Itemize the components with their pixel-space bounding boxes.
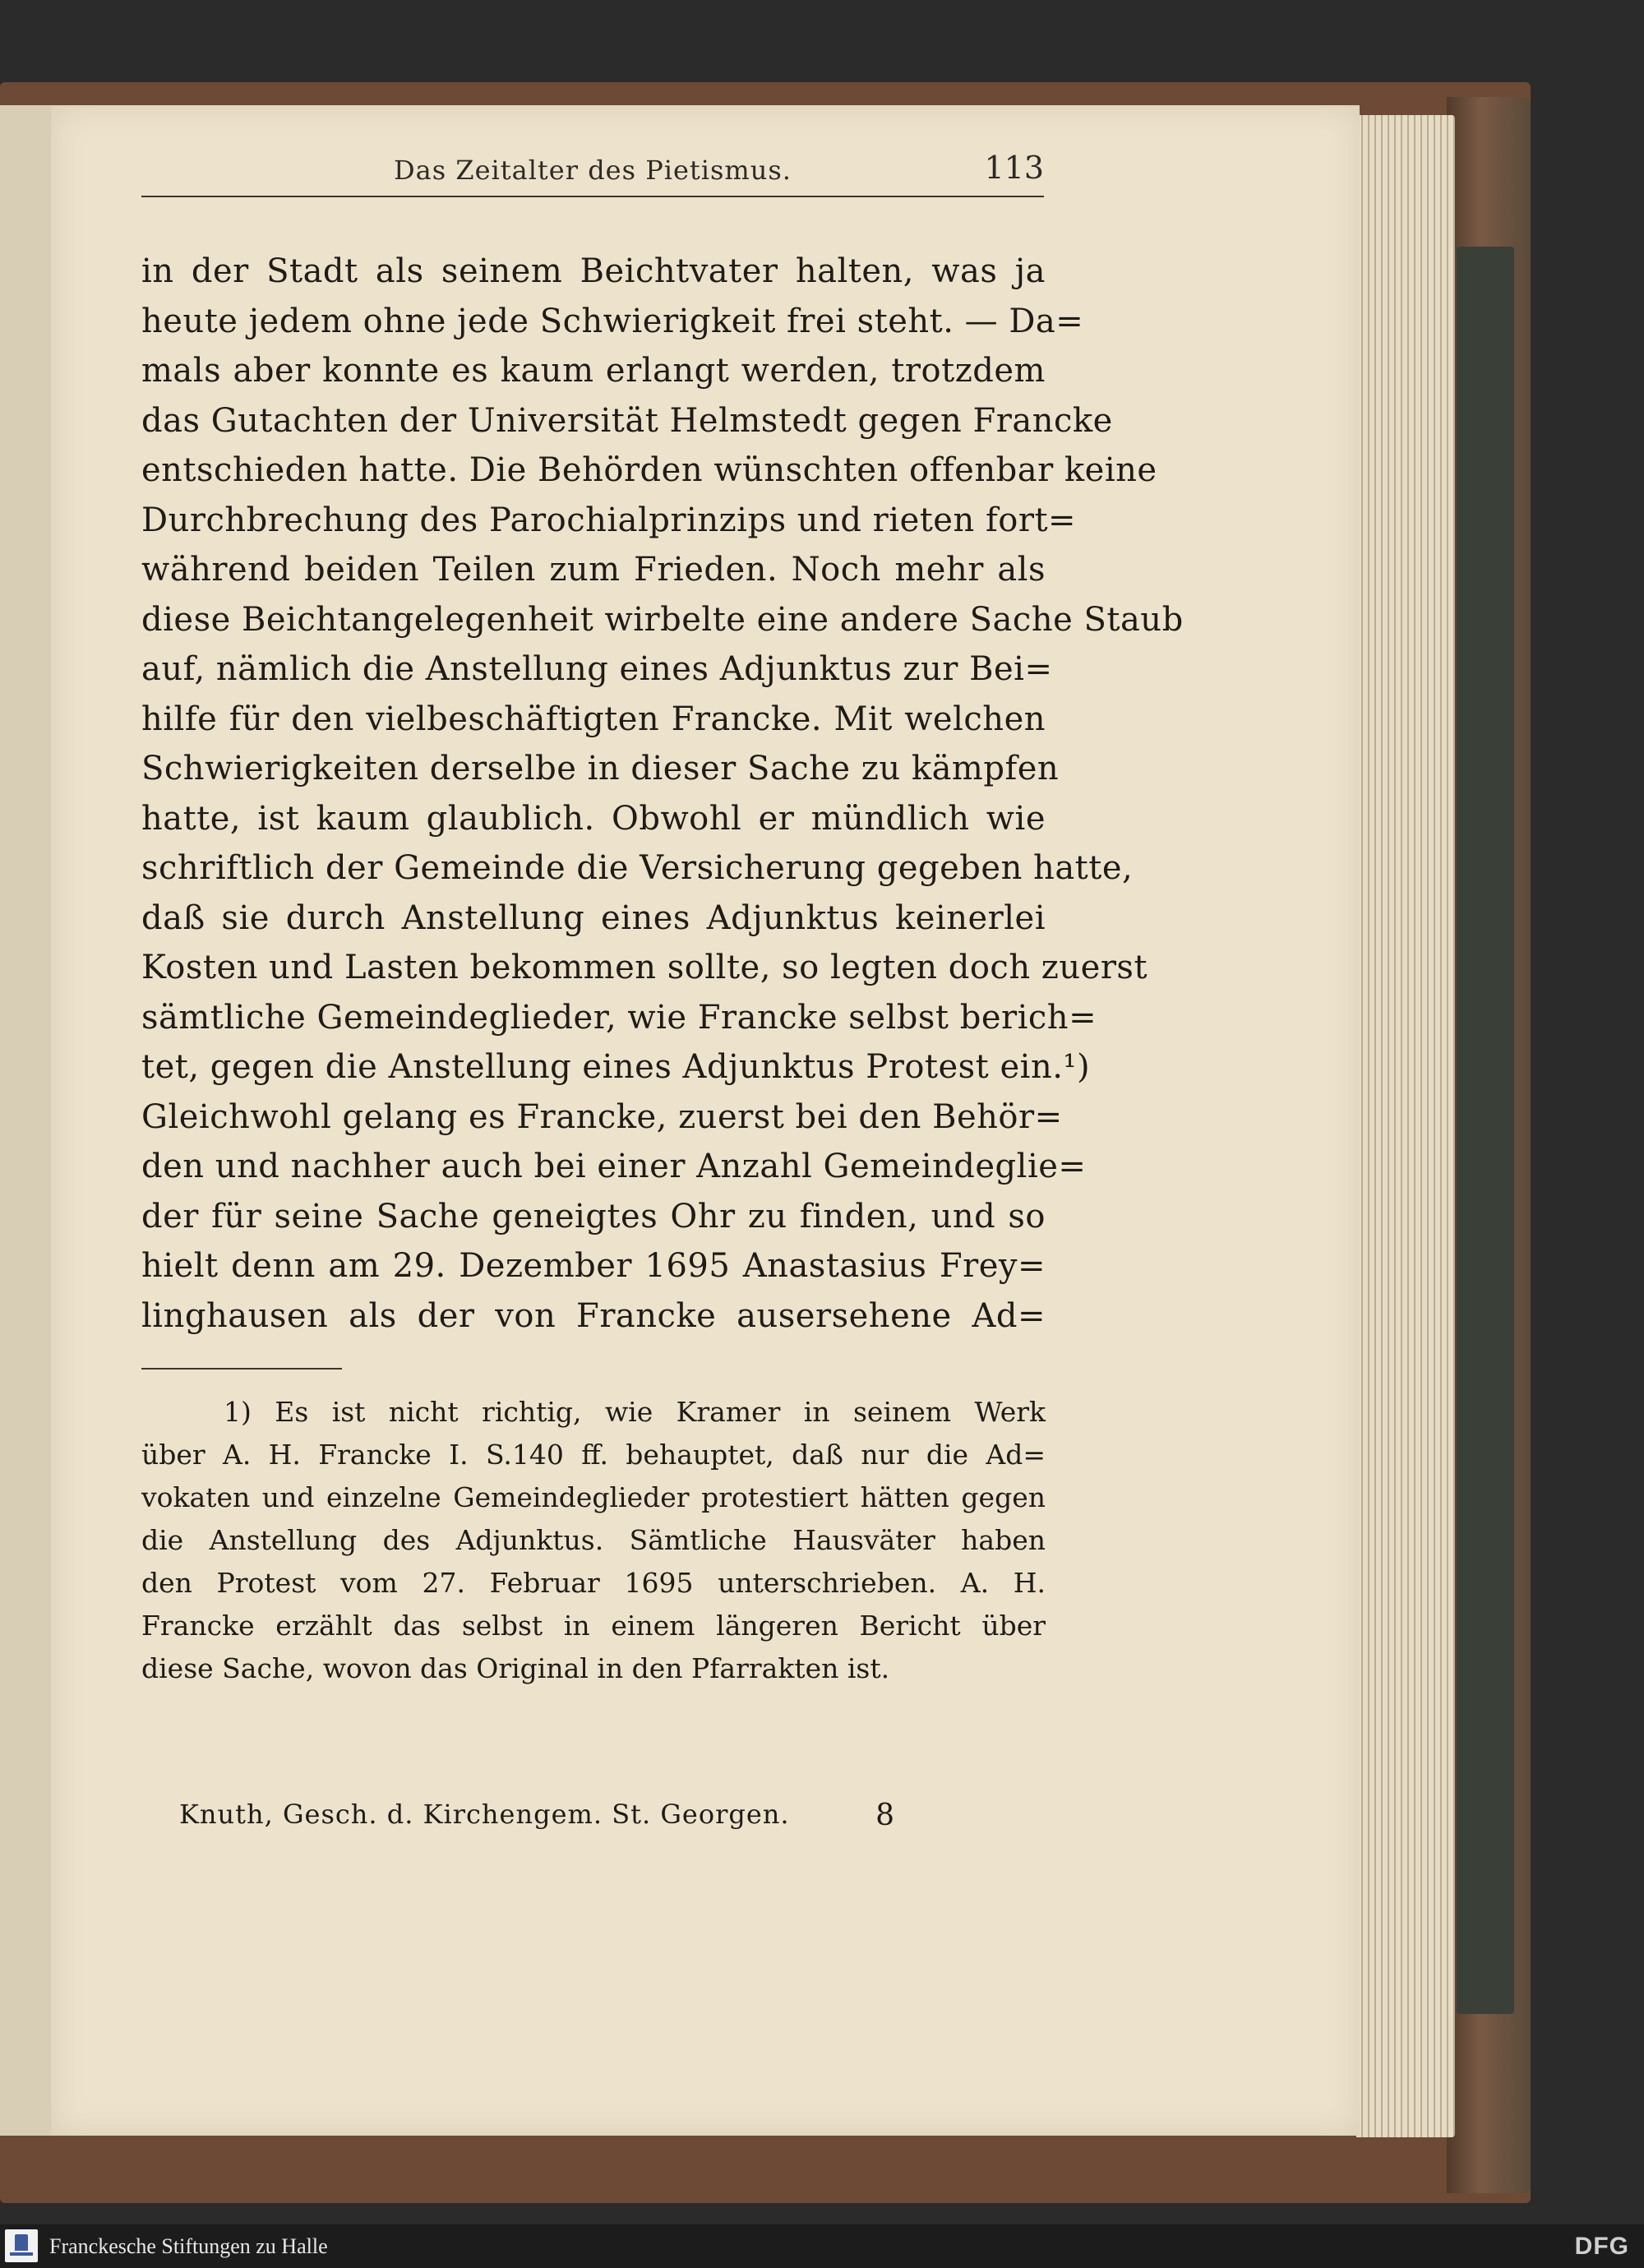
body-line: Kosten und Lasten bekommen sollte, so legten doch zuerst	[141, 949, 1148, 986]
body-line: schriftlich der Gemeinde die Versicherung gegeben hatte,	[141, 849, 1134, 887]
footnote	[141, 1391, 1046, 1690]
body-line: daß sie durch Anstellung eines Adjunktus keinerlei	[141, 898, 1046, 937]
body-line: hielt denn am 29. Dezember 1695 Anastasius Frey=	[141, 1247, 1046, 1285]
body-line: den und nachher auch bei einer Anzahl Gemeindeglie=	[141, 1148, 1087, 1185]
body-line: das Gutachten der Universität Helmstedt gegen Francke	[141, 401, 1113, 440]
body-line: linghausen als der von Francke ausersehene Ad=	[141, 1296, 1046, 1335]
signature-number: 8	[875, 1799, 894, 1832]
body-line: während beiden Teilen zum Frieden. Noch mehr als	[141, 551, 1046, 589]
footnote-line: den Protest vom 27. Februar 1695 unterschrieben. A. H.	[141, 1567, 1046, 1599]
body-line: diese Beichtangelegenheit wirbelte eine andere Sache Staub	[141, 600, 1184, 639]
body-line: Durchbrechung des Parochialprinzips und rieten fort=	[141, 501, 1077, 539]
body-line: der für seine Sache geneigtes Ohr zu finden, und so	[141, 1197, 1046, 1236]
footnote-line: diese Sache, wovon das Original in den Pfarrakten ist.	[141, 1652, 890, 1684]
body-line: entschieden hatte. Die Behörden wünschten offenbar keine	[141, 451, 1157, 489]
institution-logo-icon[interactable]	[5, 2229, 38, 2262]
body-line: sämtliche Gemeindeglieder, wie Francke selbst berich=	[141, 998, 1097, 1037]
body-line: Gleichwohl gelang es Francke, zuerst bei den Behör=	[141, 1097, 1063, 1136]
institution-name[interactable]: Franckesche Stiftungen zu Halle	[49, 2234, 328, 2258]
body-line: hatte, ist kaum glaublich. Obwohl er mündlich wie	[141, 799, 1046, 838]
body-text	[141, 247, 1184, 1341]
previous-page-edge	[0, 105, 53, 2136]
running-head	[141, 150, 1044, 197]
book-cloth-binding	[1457, 247, 1514, 2014]
body-line: mals aber konnte es kaum erlangt werden, trotzdem	[141, 352, 1046, 390]
running-title: Das Zeitalter des Pietismus.	[394, 155, 792, 186]
page-stack	[1356, 115, 1455, 2137]
body-line: in der Stadt als seinem Beichtvater halten, was ja	[141, 252, 1046, 290]
footnote-line: 1) Es ist nicht richtig, wie Kramer in seinem Werk	[224, 1396, 1046, 1428]
body-line: Schwierigkeiten derselbe in dieser Sache zu kämpfen	[141, 750, 1060, 788]
footnote-rule	[141, 1368, 342, 1370]
signature-line	[179, 1799, 919, 1832]
dfg-logo[interactable]: DFG	[1574, 2233, 1629, 2260]
body-line: tet, gegen die Anstellung eines Adjunktus Protest ein.¹)	[141, 1048, 1091, 1086]
signature-text: Knuth, Gesch. d. Kirchengem. St. Georgen.	[179, 1799, 790, 1830]
body-line: hilfe für den vielbeschäftigten Francke. Mit welchen	[141, 700, 1046, 738]
footnote-line: Francke erzählt das selbst in einem längeren Bericht über	[141, 1610, 1046, 1642]
footnote-line: die Anstellung des Adjunktus. Sämtliche Hausväter haben	[141, 1524, 1046, 1556]
footnote-line: über A. H. Francke I. S.140 ff. behauptet, daß nur die Ad=	[141, 1439, 1046, 1471]
body-line: auf, nämlich die Anstellung eines Adjunktus zur Bei=	[141, 650, 1053, 688]
page-number: 113	[984, 150, 1044, 186]
body-line: heute jedem ohne jede Schwierigkeit frei steht. — Da=	[141, 302, 1084, 340]
footnote-line: vokaten und einzelne Gemeindeglieder protestiert hätten gegen	[141, 1481, 1046, 1513]
